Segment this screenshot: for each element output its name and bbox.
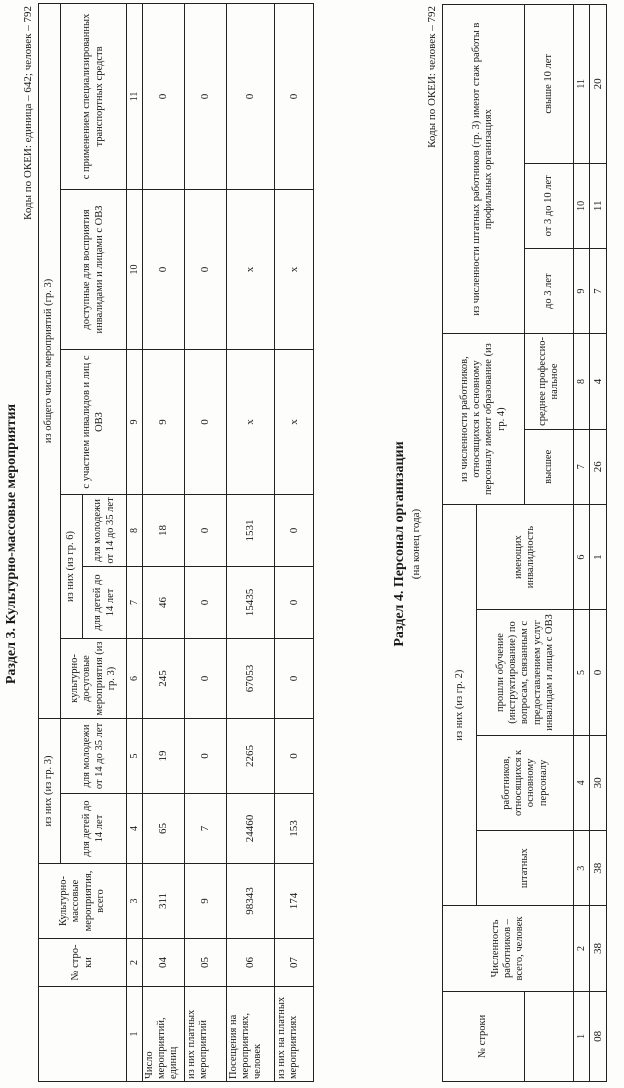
cell: 24460 — [227, 794, 275, 864]
cell: 7 — [185, 794, 227, 864]
s4-h-disabled: имеющих инвалидность — [477, 504, 574, 609]
cell: 9 — [185, 864, 227, 939]
cell: 65 — [143, 794, 185, 864]
s3-h-blank — [39, 987, 127, 1082]
s3-colnum: 5 — [127, 718, 143, 793]
s4-colnum: 4 — [574, 735, 590, 830]
table-row — [275, 3, 314, 1081]
s4-h-blank — [524, 991, 574, 1081]
cell: 0 — [227, 3, 275, 189]
cell: x — [275, 349, 314, 494]
s3-h-total: Культурно-массовые мероприятия, всего — [39, 864, 127, 939]
s3-h-of-them-gr3: из них (из гр. 3) — [39, 718, 61, 863]
cell: 0 — [275, 3, 314, 189]
cell: 15435 — [227, 566, 275, 638]
s3-colnum: 9 — [127, 349, 143, 494]
cell: x — [227, 189, 275, 349]
s3-colnum: 10 — [127, 189, 143, 349]
cell: 0 — [185, 189, 227, 349]
s3-colnum: 8 — [127, 494, 143, 566]
cell: 0 — [185, 349, 227, 494]
cell: 0 — [185, 638, 227, 718]
s4-colnum: 1 — [574, 991, 590, 1081]
s3-colnum: 1 — [127, 987, 143, 1082]
row-code: 06 — [227, 939, 275, 987]
cell: 26 — [590, 429, 607, 504]
s4-h-exp-3-10: от 3 до 10 лет — [524, 163, 574, 248]
cell: 311 — [143, 864, 185, 939]
s4-h-of-them-gr2: из них (из гр. 2) — [443, 504, 477, 905]
cell: 0 — [275, 638, 314, 718]
s3-h-with-disabled: с участием инвалидов и лиц с ОВЗ — [61, 349, 127, 494]
s4-colnum: 10 — [574, 163, 590, 248]
s3-colnum: 6 — [127, 638, 143, 718]
row-code: 05 — [185, 939, 227, 987]
row-label: Число мероприятий, единиц — [143, 987, 185, 1082]
s3-colnum: 3 — [127, 864, 143, 939]
section3-okei: Коды по ОКЕИ: единица – 642; человек – 792 — [22, 6, 34, 220]
s3-h-of-total-gr3: из общего числа мероприятий (гр. 3) — [39, 3, 61, 718]
section4-okei: Коды по ОКЕИ: человек – 792 — [426, 6, 438, 148]
s3-colnum: 2 — [127, 939, 143, 987]
s3-colnum: 7 — [127, 566, 143, 638]
row-label: из них платных мероприятий — [185, 987, 227, 1082]
table-row — [227, 3, 275, 1081]
s3-colnum: 11 — [127, 3, 143, 189]
s4-h-exp-gt10: свыше 10 лет — [524, 5, 574, 164]
s4-h-total: Численность работников – всего, человек — [443, 906, 574, 991]
row-label: из них на платных мероприятиях — [275, 987, 314, 1082]
cell: 30 — [590, 735, 607, 830]
s4-colnum: 6 — [574, 504, 590, 609]
s4-h-exp-lt3: до 3 лет — [524, 248, 574, 333]
cell: 18 — [143, 494, 185, 566]
cell: 38 — [590, 906, 607, 991]
s3-h-leisure: культурно-досуговые мероприятия (из гр. 3) — [61, 638, 127, 718]
cell: 7 — [590, 248, 607, 333]
cell: x — [275, 189, 314, 349]
cell: 98343 — [227, 864, 275, 939]
s4-h-trained: прошли обучение (инструктирование) по вопросам, связанным с предоставлением услуг инвалидам и лицам с ОВЗ — [477, 610, 574, 735]
cell: 9 — [143, 349, 185, 494]
s4-h-staff: штатных — [477, 831, 574, 906]
cell: 0 — [185, 566, 227, 638]
s4-colnum: 2 — [574, 906, 590, 991]
cell: 38 — [590, 831, 607, 906]
cell: 4 — [590, 334, 607, 429]
cell: 0 — [275, 494, 314, 566]
s4-h-main-staff: работников, относящихся к основному персоналу — [477, 735, 574, 830]
cell: 0 — [143, 189, 185, 349]
cell: 1 — [590, 504, 607, 609]
s4-colnum: 5 — [574, 610, 590, 735]
cell: 0 — [275, 718, 314, 793]
section4-subtitle: (на конец года) — [410, 508, 422, 580]
section4-title: Раздел 4. Персонал организации — [392, 441, 407, 647]
cell: 1531 — [227, 494, 275, 566]
cell: 0 — [185, 3, 227, 189]
section4-table — [442, 4, 607, 1082]
cell: 46 — [143, 566, 185, 638]
cell: 0 — [185, 494, 227, 566]
section3-title: Раздел 3. Культурно-массовые мероприятия — [4, 403, 19, 685]
table-row — [143, 3, 185, 1081]
cell: 245 — [143, 638, 185, 718]
s4-h-higher: высшее — [524, 429, 574, 504]
s3-h-line-no: № стро-ки — [39, 939, 127, 987]
table-row — [590, 5, 607, 1082]
cell: 174 — [275, 864, 314, 939]
s4-colnum: 7 — [574, 429, 590, 504]
s4-h-secondary: среднее профессио-нальное — [524, 334, 574, 429]
table-row — [185, 3, 227, 1081]
row-code: 08 — [590, 991, 607, 1081]
row-code: 07 — [275, 939, 314, 987]
cell: 19 — [143, 718, 185, 793]
cell: 0 — [185, 718, 227, 793]
s4-colnum: 11 — [574, 5, 590, 164]
cell: 0 — [275, 566, 314, 638]
s3-h-of-them-gr6: из них (из гр. 6) — [61, 494, 83, 638]
cell: 153 — [275, 794, 314, 864]
s3-h-children: для детей до 14 лет — [61, 794, 127, 864]
s3-h-special-transport: с применением специализированных транспортных средств — [61, 3, 127, 189]
s4-colnum: 3 — [574, 831, 590, 906]
cell: 2265 — [227, 718, 275, 793]
cell: 20 — [590, 5, 607, 164]
cell: 67053 — [227, 638, 275, 718]
s4-h-line-no: № строки — [443, 991, 525, 1081]
section3-table — [38, 3, 314, 1082]
s3-h-youth: для молодежи от 14 до 35 лет — [61, 718, 127, 793]
s3-colnum: 4 — [127, 794, 143, 864]
s4-h-education: из численности работников, относящихся к основному персоналу имеют образование (из гр. 4) — [443, 334, 525, 505]
s4-h-experience: из численности штатных работников (гр. 3) имеют стаж работы в профильных организациях — [443, 5, 525, 334]
s3-h-children6: для детей до 14 лет — [83, 566, 127, 638]
s3-h-accessible: доступные для восприятия инвалидами и лицами с ОВЗ — [61, 189, 127, 349]
row-code: 04 — [143, 939, 185, 987]
cell: 0 — [590, 610, 607, 735]
s4-colnum: 9 — [574, 248, 590, 333]
cell: 0 — [143, 3, 185, 189]
cell: x — [227, 349, 275, 494]
row-label: Посещения на мероприятиях, человек — [227, 987, 275, 1082]
cell: 11 — [590, 163, 607, 248]
s4-colnum: 8 — [574, 334, 590, 429]
s3-h-youth6: для молодежи от 14 до 35 лет — [83, 494, 127, 566]
